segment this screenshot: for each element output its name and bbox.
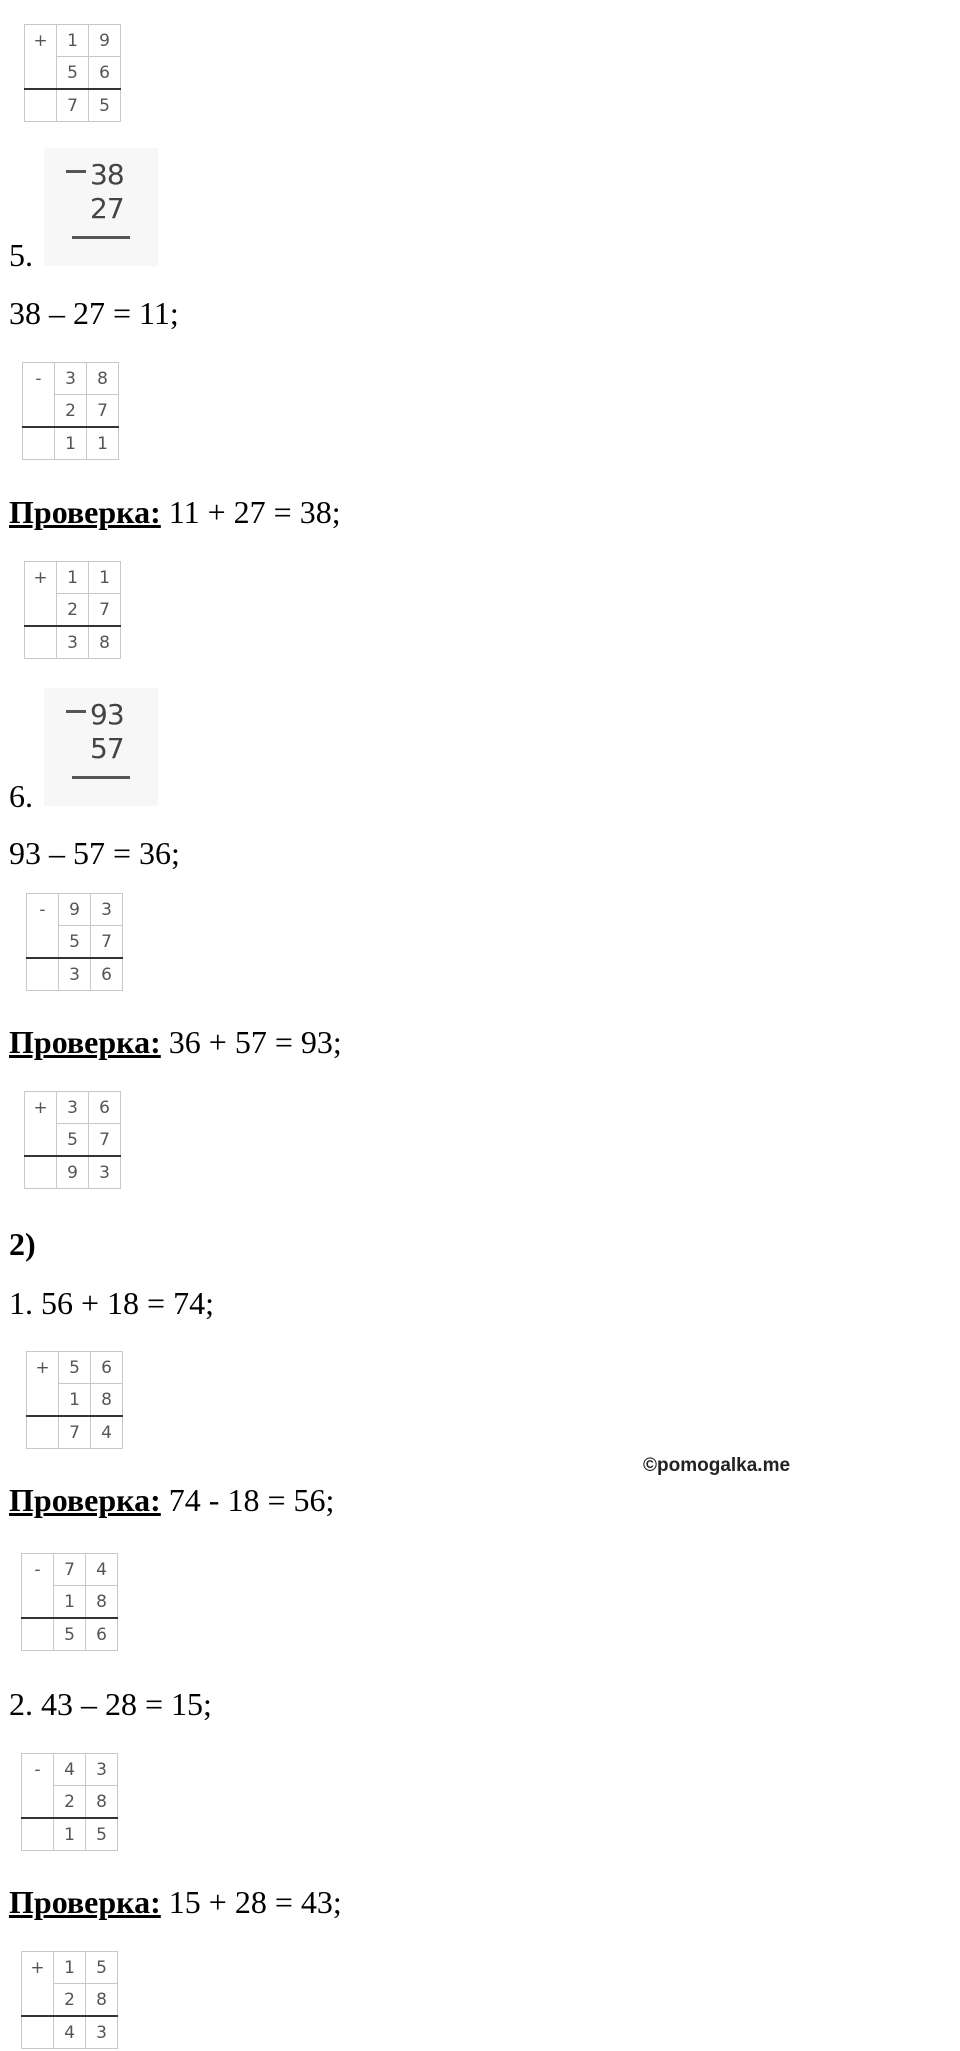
column-subtraction-grid <box>21 1753 118 1851</box>
operator-cell <box>22 1586 54 1619</box>
check-label: Проверка: <box>9 1482 161 1518</box>
digit-cell: 5 <box>59 926 91 959</box>
operator-cell <box>25 57 57 90</box>
digit-cell: 3 <box>91 894 123 926</box>
minus-sign <box>66 710 86 713</box>
grid-row <box>25 594 121 627</box>
result-digit-cell: 4 <box>91 1416 123 1449</box>
digit-cell: 8 <box>91 1384 123 1417</box>
result-digit-cell: 5 <box>89 89 121 122</box>
grid-row <box>22 1618 118 1651</box>
grid-row <box>22 1984 118 2017</box>
grid-row <box>27 1352 123 1384</box>
result-digit-cell: 1 <box>55 427 87 460</box>
result-digit-cell: 1 <box>54 1818 86 1851</box>
grid-row <box>25 89 121 122</box>
digit-cell: 5 <box>57 57 89 90</box>
equation: 93 – 57 = 36; <box>9 835 180 871</box>
check-expression: 74 - 18 = 56; <box>160 1482 335 1518</box>
operator-sign: + <box>22 1952 54 1984</box>
result-digit-cell: 9 <box>57 1156 89 1189</box>
equation: 2. 43 – 28 = 15; <box>9 1686 212 1722</box>
digit-cell: 1 <box>59 1384 91 1417</box>
empty-cell <box>22 1818 54 1851</box>
digit-cell: 6 <box>89 57 121 90</box>
grid-row <box>22 1586 118 1619</box>
digit-cell: 1 <box>54 1586 86 1619</box>
digit-cell: 2 <box>55 395 87 428</box>
problem-subtrahend: 57 <box>90 732 124 765</box>
grid-row <box>23 395 119 428</box>
grid-row <box>27 958 123 991</box>
grid-row <box>22 1754 118 1786</box>
digit-cell: 4 <box>54 1754 86 1786</box>
column-subtraction-grid <box>22 362 119 460</box>
column-addition-grid <box>24 24 121 122</box>
column-addition-grid <box>24 561 121 659</box>
operator-cell <box>27 1384 59 1417</box>
empty-cell <box>22 2016 54 2049</box>
result-digit-cell: 3 <box>86 2016 118 2049</box>
digit-cell: 9 <box>89 25 121 57</box>
problem-number: 5. <box>9 237 33 273</box>
operator-sign: + <box>25 1092 57 1124</box>
result-digit-cell: 1 <box>87 427 119 460</box>
empty-cell <box>25 89 57 122</box>
empty-cell <box>23 427 55 460</box>
digit-cell: 8 <box>86 1786 118 1819</box>
operator-cell <box>22 1786 54 1819</box>
operator-cell <box>23 395 55 428</box>
operator-sign: - <box>23 363 55 395</box>
operator-sign: + <box>25 562 57 594</box>
digit-cell: 6 <box>91 1352 123 1384</box>
result-digit-cell: 5 <box>86 1818 118 1851</box>
check-label: Проверка: <box>9 1884 161 1920</box>
digit-cell: 2 <box>54 1984 86 2017</box>
grid-row <box>25 25 121 57</box>
problem-minuend: 93 <box>90 698 124 731</box>
problem-image <box>44 148 158 266</box>
column-addition-grid <box>24 1091 121 1189</box>
digit-cell: 6 <box>89 1092 121 1124</box>
grid-row <box>22 1786 118 1819</box>
digit-cell: 1 <box>89 562 121 594</box>
digit-cell: 8 <box>87 363 119 395</box>
problem-subtrahend: 27 <box>90 192 124 225</box>
operator-sign: - <box>22 1754 54 1786</box>
result-digit-cell: 7 <box>57 89 89 122</box>
operator-sign: + <box>27 1352 59 1384</box>
operator-sign: - <box>22 1554 54 1586</box>
digit-cell: 5 <box>59 1352 91 1384</box>
check-line <box>9 1883 342 1921</box>
digit-cell: 5 <box>86 1952 118 1984</box>
grid-row <box>22 1818 118 1851</box>
result-digit-cell: 6 <box>86 1618 118 1651</box>
operator-cell <box>22 1984 54 2017</box>
result-digit-cell: 3 <box>89 1156 121 1189</box>
operator-cell <box>25 1124 57 1157</box>
operator-sign: + <box>25 25 57 57</box>
empty-cell <box>25 1156 57 1189</box>
result-digit-cell: 7 <box>59 1416 91 1449</box>
digit-cell: 7 <box>89 594 121 627</box>
column-addition-grid <box>26 1351 123 1449</box>
grid-row <box>25 1156 121 1189</box>
digit-cell: 4 <box>86 1554 118 1586</box>
result-digit-cell: 6 <box>91 958 123 991</box>
result-digit-cell: 4 <box>54 2016 86 2049</box>
result-digit-cell: 3 <box>57 626 89 659</box>
result-digit-cell: 3 <box>59 958 91 991</box>
result-bar <box>72 236 130 239</box>
digit-cell: 2 <box>57 594 89 627</box>
equation: 1. 56 + 18 = 74; <box>9 1285 214 1321</box>
grid-row <box>27 894 123 926</box>
digit-cell: 5 <box>57 1124 89 1157</box>
grid-row <box>25 57 121 90</box>
watermark: ©pomogalka.me <box>643 1455 791 1476</box>
digit-cell: 7 <box>89 1124 121 1157</box>
grid-row <box>22 1952 118 1984</box>
check-label: Проверка: <box>9 1024 161 1060</box>
column-subtraction-grid <box>26 893 123 991</box>
minus-sign <box>66 170 86 173</box>
result-digit-cell: 5 <box>54 1618 86 1651</box>
digit-cell: 2 <box>54 1786 86 1819</box>
check-expression: 36 + 57 = 93; <box>160 1024 342 1060</box>
grid-row <box>22 2016 118 2049</box>
check-line <box>9 1023 342 1061</box>
grid-row <box>23 427 119 460</box>
empty-cell <box>22 1618 54 1651</box>
column-addition-grid <box>21 1951 118 2049</box>
result-digit-cell: 8 <box>89 626 121 659</box>
problem-number: 6. <box>9 778 33 814</box>
empty-cell <box>27 958 59 991</box>
section-heading: 2) <box>9 1226 36 1262</box>
check-expression: 11 + 27 = 38; <box>160 494 341 530</box>
digit-cell: 7 <box>87 395 119 428</box>
digit-cell: 3 <box>57 1092 89 1124</box>
operator-cell <box>25 594 57 627</box>
grid-row <box>27 1384 123 1417</box>
digit-cell: 1 <box>54 1952 86 1984</box>
digit-cell: 8 <box>86 1984 118 2017</box>
problem-image <box>44 688 158 806</box>
equation: 38 – 27 = 11; <box>9 295 179 331</box>
grid-row <box>23 363 119 395</box>
grid-row <box>25 626 121 659</box>
check-expression: 15 + 28 = 43; <box>160 1884 342 1920</box>
digit-cell: 7 <box>91 926 123 959</box>
empty-cell <box>25 626 57 659</box>
grid-row <box>25 1092 121 1124</box>
grid-row <box>25 562 121 594</box>
problem-minuend: 38 <box>90 158 124 191</box>
grid-row <box>27 926 123 959</box>
result-bar <box>72 776 130 779</box>
digit-cell: 7 <box>54 1554 86 1586</box>
digit-cell: 8 <box>86 1586 118 1619</box>
column-subtraction-grid <box>21 1553 118 1651</box>
digit-cell: 1 <box>57 25 89 57</box>
digit-cell: 9 <box>59 894 91 926</box>
operator-cell <box>27 926 59 959</box>
grid-row <box>27 1416 123 1449</box>
digit-cell: 1 <box>57 562 89 594</box>
check-line <box>9 1481 334 1519</box>
digit-cell: 3 <box>55 363 87 395</box>
check-label: Проверка: <box>9 494 161 530</box>
operator-sign: - <box>27 894 59 926</box>
check-line <box>9 493 341 531</box>
empty-cell <box>27 1416 59 1449</box>
digit-cell: 3 <box>86 1754 118 1786</box>
grid-row <box>22 1554 118 1586</box>
grid-row <box>25 1124 121 1157</box>
